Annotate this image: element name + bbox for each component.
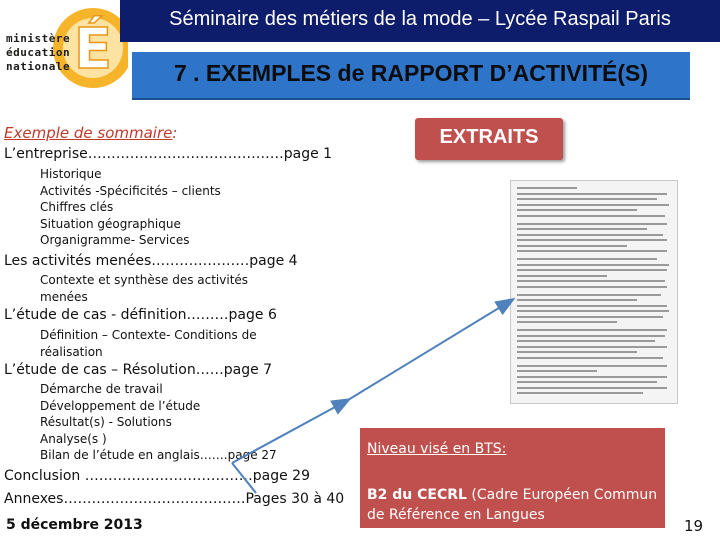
list-item: Bilan de l’étude en anglais…….page 27 <box>40 448 277 462</box>
list-item: Situation géographique <box>40 216 181 231</box>
conclusion-entry: Conclusion ………………………………page 29 <box>4 468 310 484</box>
sommaire-heading-text: Exemple de sommaire <box>4 124 173 142</box>
entreprise-entry: L’entreprise……………………………………page 1 <box>4 146 333 162</box>
slide-subtitle: 7 . EXEMPLES de RAPPORT D’ACTIVITÉ(S) <box>173 60 649 86</box>
list-item: Chiffres clés <box>40 200 114 214</box>
list-item: Historique <box>40 167 102 181</box>
definition-entry: L’étude de cas - définition………page 6 <box>4 307 277 323</box>
logo-line-1: ministère <box>6 32 71 45</box>
list-item: menées <box>40 289 88 304</box>
niveau-text <box>367 441 506 457</box>
list-item: Analyse(s ) <box>40 431 107 446</box>
list-item: Activités -Spécificités – clients <box>40 183 221 198</box>
cecrl-description: (Cadre Européen Commun de Référence en Langues <box>367 487 658 523</box>
slide-title: Séminaire des métiers de la mode – Lycée Raspail Paris <box>169 8 671 30</box>
page-number: 19 <box>684 517 704 535</box>
list-item: réalisation <box>40 344 103 359</box>
logo-line-3: nationale <box>6 60 71 73</box>
list-item: Développement de l’étude <box>40 398 201 413</box>
list-item: Contexte et synthèse des activités <box>40 273 249 287</box>
resolution-entry: L’étude de cas – Résolution……page 7 <box>4 362 273 378</box>
cecrl-text <box>367 485 667 525</box>
slide-date: 5 décembre 2013 <box>6 517 143 533</box>
extraits-label: EXTRAITS <box>439 126 539 148</box>
list-item: Résultat(s) - Solutions <box>40 415 172 429</box>
list-item: Démarche de travail <box>40 382 163 396</box>
arrow-shaft-line <box>232 463 256 493</box>
cecrl-level: B2 du CECRL <box>367 487 467 503</box>
niveau-label: Niveau visé en BTS: <box>367 441 507 457</box>
list-item: Organigramme- Services <box>40 233 190 247</box>
sommaire-heading-colon: : <box>172 124 178 142</box>
arrow-to-document-line <box>348 300 512 400</box>
annexes-entry: Annexes…………………………………Pages 30 à 40 <box>4 491 345 507</box>
activites-entry: Les activités menées…………………page 4 <box>4 253 298 269</box>
svg-text:É: É <box>73 17 113 82</box>
logo-line-2: éducation <box>6 46 71 59</box>
arrow-to-extract-line <box>232 400 348 463</box>
list-item: Définition – Contexte- Conditions de <box>40 328 257 342</box>
